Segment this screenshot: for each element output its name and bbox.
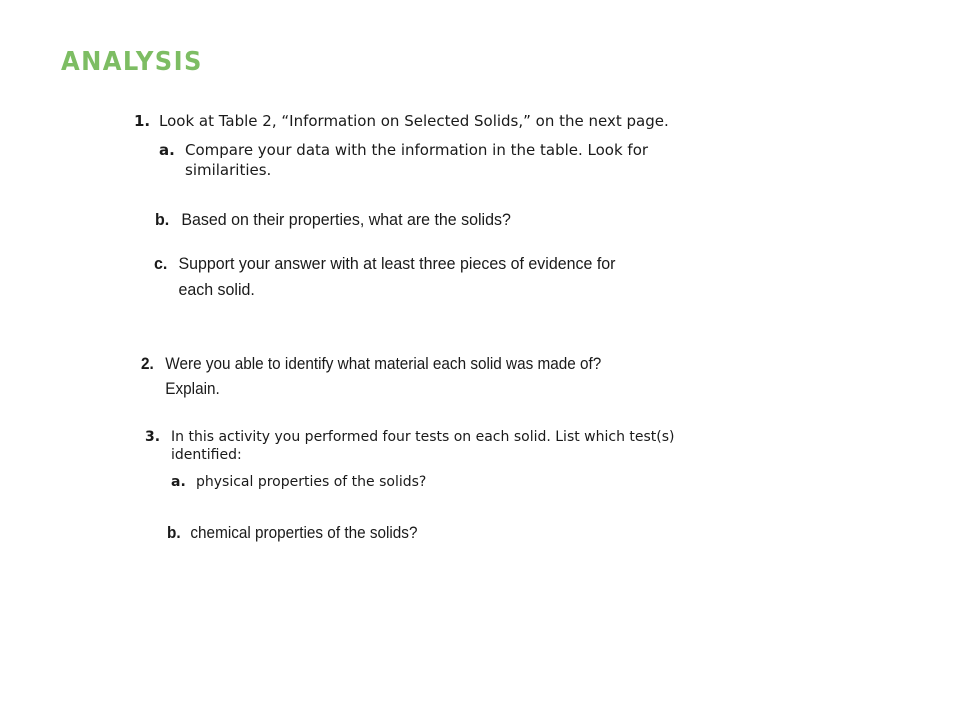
question-3-line1: In this activity you performed four tests on each solid. List which test(s) — [171, 429, 675, 445]
question-3-number: 3. — [145, 429, 161, 445]
question-1c-line1: Support your answer with at least three pieces of evidence for — [178, 254, 616, 273]
question-1b-line1: Based on their properties, what are the solids? — [181, 210, 511, 229]
question-1c-line2: each solid. — [178, 280, 255, 299]
question-3a-line1: physical properties of the solids? — [196, 474, 427, 490]
question-1c-letter: c. — [154, 254, 168, 273]
question-3b-letter: b. — [167, 523, 181, 542]
question-1-number: 1. — [134, 112, 151, 130]
question-2-number: 2. — [141, 354, 154, 373]
question-3a — [171, 473, 426, 491]
question-3 — [145, 428, 675, 464]
question-2-line2: Explain. — [165, 379, 220, 398]
question-1-text: Look at Table 2, “Information on Selected Solids,” on the next page. — [159, 112, 669, 130]
question-3-line2: identified: — [171, 447, 242, 463]
question-1a-letter: a. — [159, 141, 175, 159]
page-title: ANALYSIS — [61, 47, 203, 77]
question-1a-line2: similarities. — [185, 161, 272, 179]
question-2-line1: Were you able to identify what material each solid was made of? — [165, 354, 602, 373]
question-1b — [155, 207, 511, 233]
question-1b-letter: b. — [155, 210, 170, 229]
question-2 — [141, 353, 601, 400]
question-3b — [167, 522, 417, 544]
question-1 — [134, 111, 669, 131]
question-1c — [154, 251, 615, 303]
question-1a-line1: Compare your data with the information in the table. Look for — [185, 141, 649, 159]
question-1a — [159, 140, 648, 180]
question-3a-letter: a. — [171, 474, 186, 490]
question-3b-line1: chemical properties of the solids? — [190, 523, 418, 542]
